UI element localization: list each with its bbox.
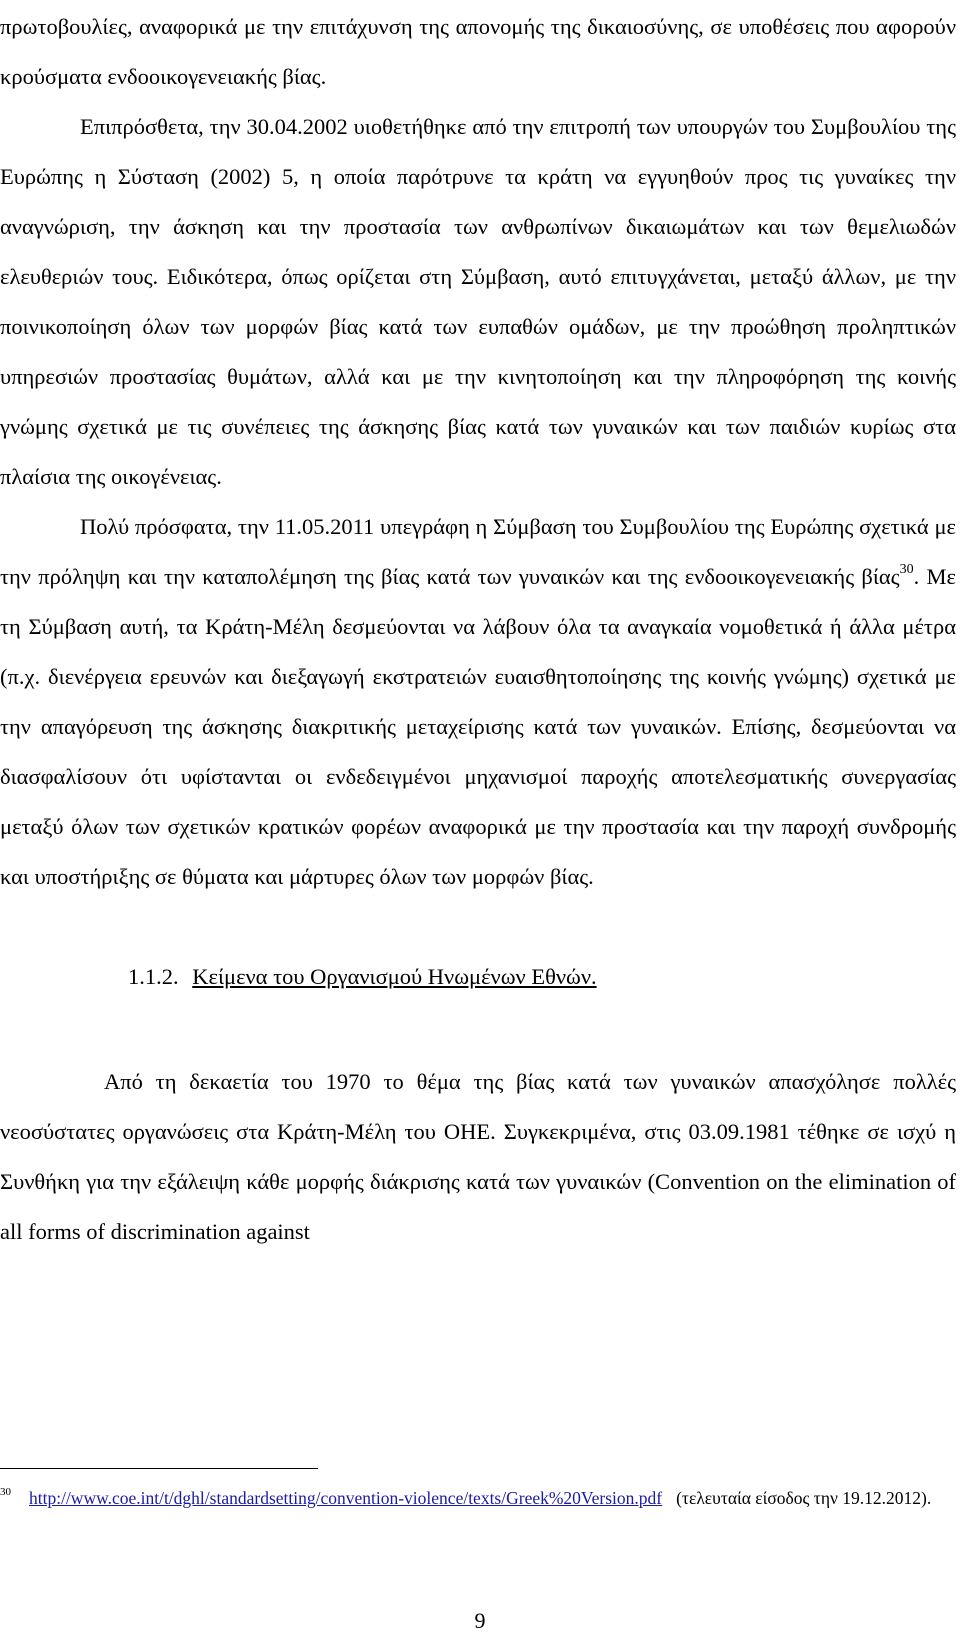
footnote-reference[interactable]: 30 bbox=[899, 561, 914, 577]
footnote-link[interactable]: http://www.coe.int/t/dghl/standardsetting/convention-violence/texts/Greek%20Version.pdf bbox=[29, 1488, 663, 1508]
paragraph-2: Επιπρόσθετα, την 30.04.2002 υιοθετήθηκε από την επιτροπή των υπουργών του Συμβουλίου της Ευρώπης η Σύσταση (2002) 5, η οποία παρότρυνε τα κράτη να εγγυηθούν προς τις γυναίκες την αναγνώριση, την άσκηση και την προστασία των ανθρωπίνων δικαιωμάτων και των θεμελιωδών ελευθεριών τους. Ειδικότερα, όπως ορίζεται στη Σύμβαση, αυτό επιτυγχάνεται, μεταξύ άλλων, με την ποινικοποίηση όλων των μορφών βίας κατά των ευπαθών ομάδων, με την προώθηση προληπτικών υπηρεσιών προστασίας θυμάτων, αλλά και με την κινητοποίηση και την πληροφόρηση της κοινής γνώμης σχετικά με τις συνέπειες της άσκησης βίας κατά των γυναικών και των παιδιών κυρίως στα πλαίσια της οικογένειας. bbox=[0, 114, 956, 489]
footnote-note: (τελευταία είσοδος την 19.12.2012). bbox=[676, 1488, 932, 1508]
paragraph-3-text-start: Πολύ πρόσφατα, την 11.05.2011 υπεγράφη η Σύμβαση του Συμβουλίου της Ευρώπης σχετικά με την πρόληψη και την καταπολέμηση της βίας κατά των γυναικών και της ενδοοικογενειακής βίας bbox=[0, 514, 956, 589]
paragraph-3-text-end: . Με τη Σύμβαση αυτή, τα Κράτη-Μέλη δεσμεύονται να λάβουν όλα τα αναγκαία νομοθετικά ή άλλα μέτρα (π.χ. διενέργεια ερευνών και διεξαγωγή εκστρατειών ευαισθητοποίησης της κοινής γνώμης) σχετικά με την απαγόρευση της άσκησης διακριτικής μεταχείρισης κατά των γυναικών. Επίσης, δεσμεύονται να διασφαλίσουν ότι υφίστανται οι ενδεδειγμένοι μηχανισμοί παροχής αποτελεσματικής συνεργασίας μεταξύ όλων των σχετικών κρατικών φορέων αναφορικά με την προστασία και την παροχή συνδρομής και υποστήριξης σε θύματα και μάρτυρες όλων των μορφών βίας. bbox=[0, 564, 956, 889]
section-title: Κείμενα του Οργανισμού Ηνωμένων Εθνών. bbox=[192, 964, 597, 989]
body-text bbox=[0, 2, 956, 1257]
footnote-mark: 30 bbox=[0, 1486, 11, 1498]
section-heading bbox=[0, 952, 956, 1002]
section-number: 1.1.2. bbox=[128, 964, 179, 989]
footnote-separator bbox=[0, 1468, 318, 1469]
paragraph-1: πρωτοβουλίες, αναφορικά με την επιτάχυνση της απονομής της δικαιοσύνης, σε υποθέσεις που αφορούν κρούσματα ενδοοικογενειακής βίας. bbox=[0, 14, 956, 89]
paragraph-3 bbox=[0, 502, 956, 902]
page-number: 9 bbox=[474, 1608, 486, 1633]
paragraph-4: Από τη δεκαετία του 1970 το θέμα της βίας κατά των γυναικών απασχόλησε πολλές νεοσύστατες οργανώσεις στα Κράτη-Μέλη του ΟΗΕ. Συγκεκριμένα, στις 03.09.1981 τέθηκε σε ισχύ η Συνθήκη για την εξάλειψη κάθε μορφής διάκρισης κατά των γυναικών (Convention on the elimination of all forms of discrimination against bbox=[0, 1069, 956, 1244]
footnote bbox=[0, 1480, 956, 1519]
